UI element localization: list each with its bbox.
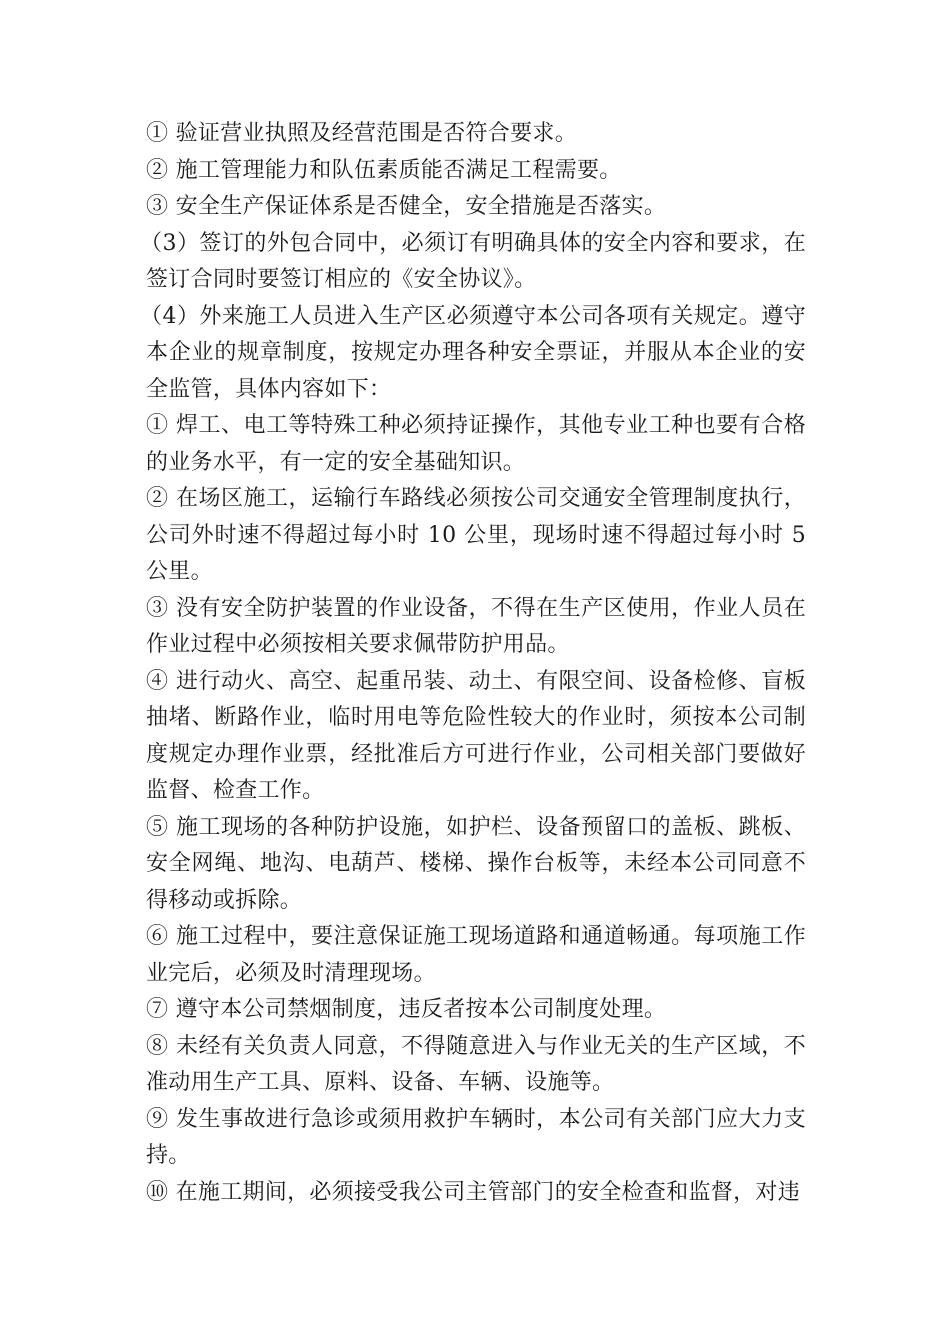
- paragraph-rule-6: ⑥ 施工过程中，要注意保证施工现场道路和通道畅通。每项施工作业完后，必须及时清理现场。: [146, 924, 806, 986]
- paragraph-rule-1: ① 焊工、电工等特殊工种必须持证操作，其他专业工种也要有合格的业务水平，有一定的安全基础知识。: [146, 413, 806, 475]
- paragraph-rule-7: ⑦ 遵守本公司禁烟制度，违反者按本公司制度处理。: [146, 997, 667, 1022]
- paragraph-item-3: ③ 安全生产保证体系是否健全，安全措施是否落实。: [146, 194, 667, 219]
- paragraph-rule-5: ⑤ 施工现场的各种防护设施，如护栏、设备预留口的盖板、跳板、安全网绳、地沟、电葫芦、楼梯、操作台板等，未经本公司同意不得移动或拆除。: [146, 814, 806, 913]
- paragraph-item-2: ② 施工管理能力和队伍素质能否满足工程需要。: [146, 157, 622, 183]
- paragraph-rule-9: ⑨ 发生事故进行急诊或须用救护车辆时，本公司有关部门应大力支持。: [146, 1106, 806, 1168]
- paragraph-rule-10: ⑩ 在施工期间，必须接受我公司主管部门的安全检查和监督，对违: [146, 1179, 800, 1205]
- document-body: [140, 116, 806, 1211]
- paragraph-rule-3: ③ 没有安全防护装置的作业设备，不得在生产区使用，作业人员在作业过程中必须按相关要求佩带防护用品。: [146, 595, 806, 657]
- paragraph-rule-4: ④ 进行动火、高空、起重吊装、动土、有限空间、设备检修、盲板抽堵、断路作业，临时用电等危险性较大的作业时，须按本公司制度规定办理作业票，经批准后方可进行作业，公司相关部门要做好监督、检查工作。: [146, 668, 806, 803]
- paragraph-section-4: （4）外来施工人员进入生产区必须遵守本公司各项有关规定。遵守本企业的规章制度，按规定办理各种安全票证，并服从本企业的安全监管，具体内容如下：: [140, 303, 806, 402]
- paragraph-rule-8: ⑧ 未经有关负责人同意，不得随意进入与作业无关的生产区域，不准动用生产工具、原料、设备、车辆、设施等。: [146, 1033, 806, 1095]
- paragraph-section-3: （3）签订的外包合同中，必须订有明确具体的安全内容和要求，在签订合同时要签订相应的《安全协议》。: [140, 230, 806, 292]
- paragraph-item-1: ① 验证营业执照及经营范围是否符合要求。: [146, 121, 577, 146]
- paragraph-rule-2: ② 在场区施工，运输行车路线必须按公司交通安全管理制度执行，公司外时速不得超过每小时 10 公里，现场时速不得超过每小时 5 公里。: [146, 486, 806, 584]
